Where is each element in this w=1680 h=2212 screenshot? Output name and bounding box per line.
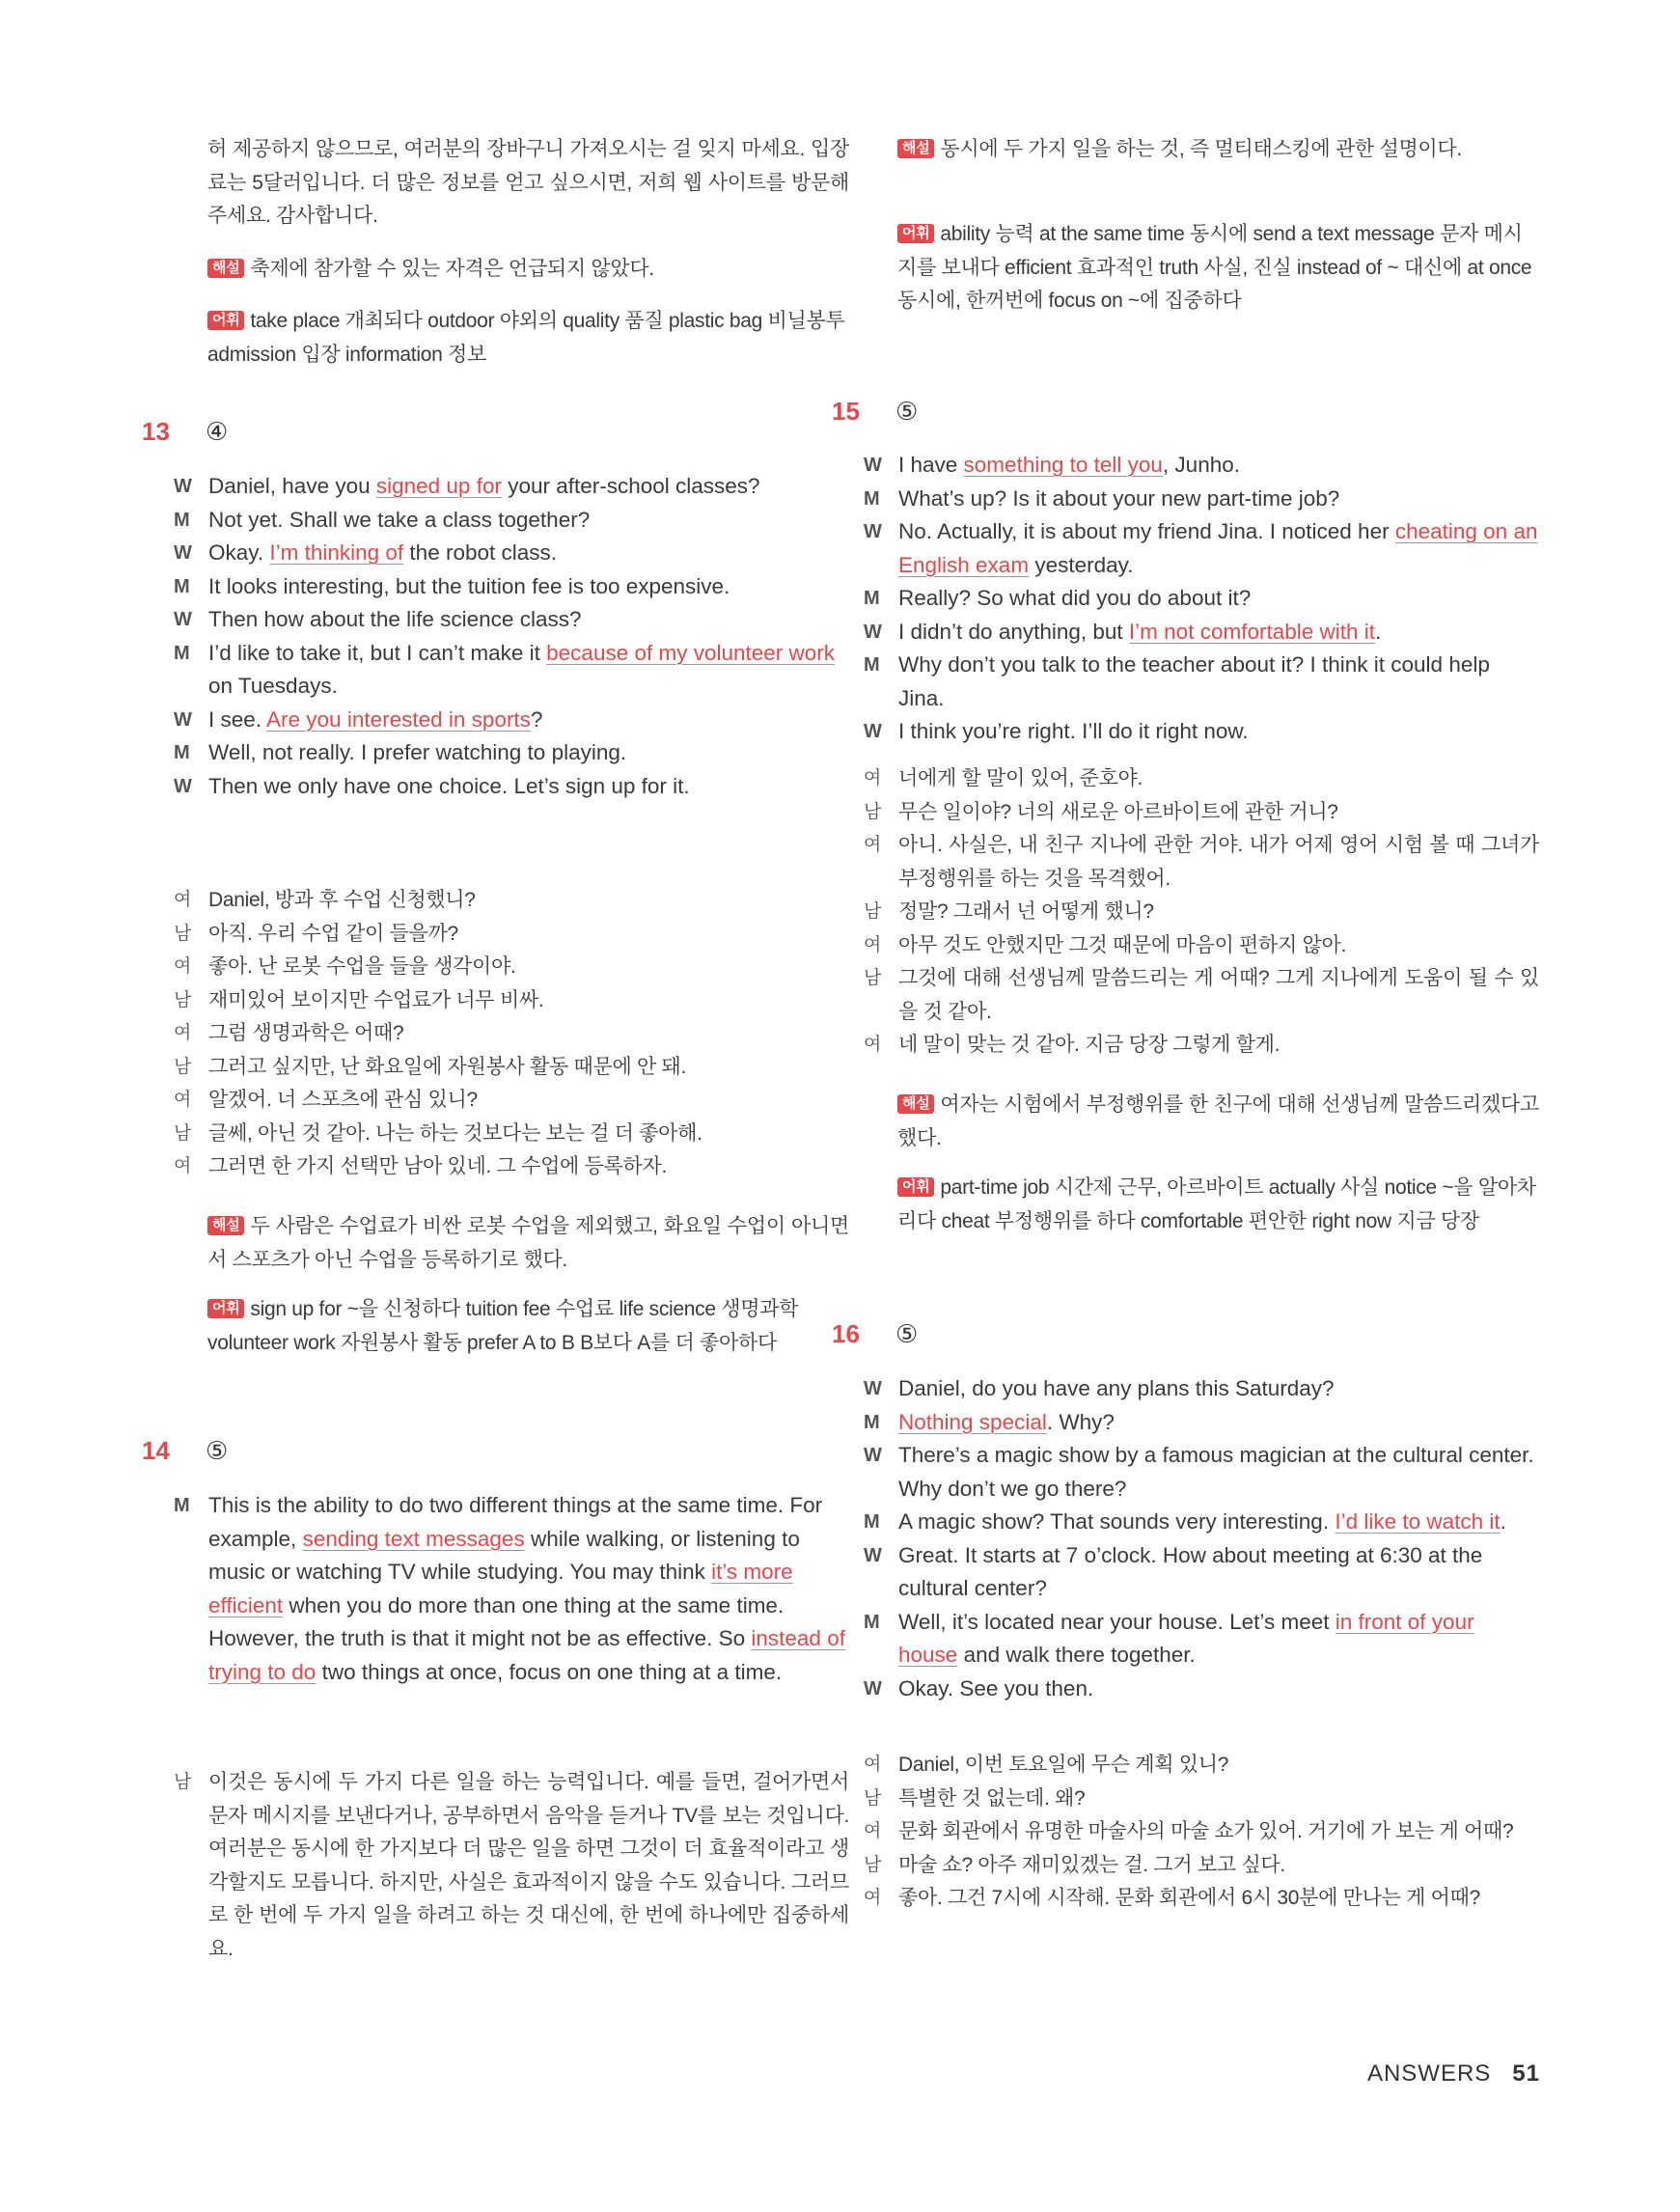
dialogue-line [864,1606,1539,1673]
speaker-label: 남 [174,1056,192,1077]
explain-tag: 해설 [897,1094,934,1114]
dialogue-line [174,470,849,504]
dialogue-line [174,770,849,804]
question-number: 16 [832,1319,860,1348]
dialogue-text [898,1372,1539,1406]
blank-answer: something to tell you [963,453,1163,477]
translation-line [174,1766,849,1966]
text-segment: ? [530,706,543,732]
dialogue-line [864,582,1539,616]
vocab-text: part-time job 시간제 근무, 아르바이트 actually 사실 notice ~을 알아차리다 cheat 부정행위를 하다 comfortable 편안한 right now 지금 당장 [897,1176,1536,1232]
text-segment: I see. [208,706,267,732]
dialogue-line [864,616,1539,650]
page-number: 51 [1512,2060,1540,2087]
speaker-label: 여 [864,835,882,855]
speaker-label: 여 [864,768,882,788]
vocab-tag: 어휘 [897,224,934,243]
text-segment: This is the ability to do two different things at the same time. For example, [208,1493,823,1551]
explain-text: 두 사람은 수업료가 비싼 로봇 수업을 제외했고, 화요일 수업이 아니면서 스포츠가 아닌 수업을 등록하기로 했다. [207,1215,849,1271]
blank-answer: Are you interested in sports [266,706,531,732]
text-segment: . Why? [1046,1409,1115,1434]
dialogue-text [208,1489,849,1689]
text-segment: I’d like to take it, but I can’t make it [208,640,547,665]
dialogue-line [174,504,849,538]
speaker-label: W [864,1445,882,1466]
translation-line [174,1084,849,1118]
speaker-label: 여 [864,1035,882,1055]
speaker-label: W [864,721,882,742]
translation-line [864,896,1539,929]
page-footer [1367,2060,1540,2088]
speaker-label: 여 [864,934,882,955]
translation-text: 알겠어. 너 스포츠에 관심 있니? [208,1089,478,1111]
speaker-label: W [174,708,192,731]
question-14-header [142,1436,335,1475]
dialogue-line [174,736,849,770]
translation-line [174,1150,849,1184]
text-segment: Daniel, have you [208,474,376,498]
blank-answer: it’s more efficient [208,1560,793,1618]
text-segment: Really? So what did you do about it? [898,586,1252,610]
vocab-tag: 어휘 [207,311,244,330]
q16-dialogue [864,1372,1539,1705]
dialogue-text [208,470,849,504]
text-segment: What’s up? Is it about your new part-time job? [898,485,1340,511]
speaker-label: 남 [174,989,192,1010]
text-segment: I think you’re right. I’ll do it right now. [898,719,1249,743]
translation-line [864,1029,1539,1063]
q16-korean [864,1749,1539,1916]
explain-tag: 해설 [207,1216,244,1235]
speaker-label: W [864,1378,882,1399]
speaker-label: W [864,621,882,643]
translation-text: 네 말이 맞는 것 같아. 지금 당장 그렇게 할게. [898,1034,1281,1056]
text-segment: Okay. [208,540,270,565]
speaker-label: 여 [174,890,192,910]
q14-dialogue [174,1489,849,1689]
translation-line [174,884,849,918]
dialogue-text [898,1439,1539,1506]
speaker-label: W [174,476,192,497]
blank-answer: Nothing special [898,1409,1047,1434]
translation-text: 그럼 생명과학은 어때? [208,1022,404,1044]
q13-explain [207,1210,849,1277]
intro-korean: 허 제공하지 않으므로, 여러분의 장바구니 가져오시는 걸 잊지 마세요. 입장료는 5달러입니다. 더 많은 정보를 얻고 싶으시면, 저희 웹 사이트를 방문해 주세요. 감사합니다. [207,138,849,227]
translation-line [864,929,1539,963]
text-segment: on Tuesdays. [208,674,338,698]
dialogue-line [174,570,849,604]
dialogue-text [208,637,849,704]
blank-answer: sending text messages [302,1526,525,1551]
translation-line [174,984,849,1018]
dialogue-text [208,770,849,804]
dialogue-line [174,637,849,704]
translation-line [864,796,1539,830]
text-segment: Great. It starts at 7 o’clock. How about meeting at 6:30 at the cultural center? [898,1542,1483,1600]
explain-text: 축제에 참가할 수 있는 자격은 언급되지 않았다. [250,258,654,280]
translation-text: Daniel, 이번 토요일에 무슨 계획 있니? [898,1754,1229,1776]
dialogue-text [208,603,849,637]
speaker-label: M [174,742,190,763]
q15-explain [897,1089,1539,1155]
blank-answer: cheating on an English exam [898,519,1538,577]
q15-vocab [897,1172,1539,1238]
dialogue-line [864,649,1539,715]
translation-line [864,1882,1539,1916]
translation-line [864,962,1539,1029]
text-segment: . [1375,619,1382,644]
blank-answer: instead of trying to do [208,1626,845,1684]
translation-text: 좋아. 그건 7시에 시작해. 문화 회관에서 6시 30분에 만나는 게 어때? [898,1887,1480,1909]
dialogue-line [864,715,1539,749]
translation-line [174,1118,849,1151]
speaker-label: 여 [864,1755,882,1775]
dialogue-text [898,483,1539,516]
text-segment: , Junho. [1162,453,1240,477]
dialogue-text [898,1406,1539,1440]
dialogue-text [898,616,1539,650]
dialogue-line [864,483,1539,516]
text-segment: Well, not really. I prefer watching to playing. [208,740,627,764]
text-segment: while walking, or listening to music or watching TV while studying. You may think [208,1526,800,1584]
speaker-label: 남 [864,1787,882,1809]
translation-text: 아직. 우리 수업 같이 들을까? [208,922,458,945]
text-segment: yesterday. [1029,552,1134,577]
q15-korean [864,762,1539,1063]
speaker-label: W [864,455,882,476]
question-number: 15 [832,397,860,426]
speaker-label: M [864,1611,880,1633]
q13-dialogue [174,470,849,803]
speaker-label: M [864,1511,880,1533]
explain-12 [207,253,849,287]
vocab-text: ability 능력 at the same time 동시에 send a text message 문자 메시지를 보내다 efficient 효과적인 truth 사실, 진실 instead of ~ 대신에 at once 동시에, 한꺼번에 focus on ~에 집중하다 [897,223,1532,312]
dialogue-text [208,704,849,737]
text-segment: Then how about the life science class? [208,607,582,631]
translation-text: 그것에 대해 선생님께 말씀드리는 게 어때? 그게 지나에게 도움이 될 수 있을 것 같아. [898,967,1539,1023]
speaker-label: M [174,509,190,531]
translation-text: 이것은 동시에 두 가지 다른 일을 하는 능력입니다. 예를 들면, 걸어가면서 문자 메시지를 보낸다거나, 공부하면서 음악을 듣거나 TV를 보는 것입니다. 여러분은 동시에 한 가지보다 더 많은 일을 하면 그것이 더 효율적이라고 생각할지도 모릅니다. 하지만, 사실은 효과적이지 않을 수도 있습니다. 그러므로 한 번에 두 가지 일을 하려고 하는 것 대신에, 한 번에 하나에만 집중하세요. [208,1771,849,1960]
dialogue-text [208,570,849,604]
blank-answer: I’m not comfortable with it [1128,619,1376,644]
speaker-label: W [864,1544,882,1566]
vocab-text: take place 개최되다 outdoor 야외의 quality 품질 plastic bag 비닐봉투 admission 입장 information 정보 [207,310,845,366]
speaker-label: 여 [864,1821,882,1841]
speaker-label: 여 [864,1888,882,1908]
translation-text: 너에게 할 말이 있어, 준호야. [898,767,1143,789]
vocab-tag: 어휘 [207,1299,244,1318]
speaker-label: W [864,521,882,542]
dialogue-text [898,1606,1539,1673]
vocab-14 [897,218,1539,318]
dialogue-text [898,582,1539,616]
translation-line [174,918,849,952]
translation-text: 문화 회관에서 유명한 마술사의 마술 쇼가 있어. 거기에 가 보는 게 어때? [898,1820,1514,1842]
text-segment: Okay. See you then. [898,1675,1094,1700]
dialogue-line [864,1673,1539,1706]
question-number: 13 [142,417,170,446]
translation-line [864,1783,1539,1816]
speaker-label: M [174,575,190,597]
explain-text: 여자는 시험에서 부정행위를 한 친구에 대해 선생님께 말씀드리겠다고 했다. [897,1093,1539,1149]
text-segment: A magic show? That sounds very interesting. [898,1509,1336,1534]
question-number: 14 [142,1436,170,1465]
translation-text: 마술 쇼? 아주 재미있겠는 걸. 그거 보고 싶다. [898,1853,1285,1876]
dialogue-text [898,1673,1539,1706]
dialogue-line [864,1372,1539,1406]
speaker-label: 남 [174,1122,192,1144]
explain-14 [897,133,1539,167]
translation-text: 글쎄, 아닌 것 같아. 나는 하는 것보다는 보는 걸 더 좋아해. [208,1121,702,1145]
translation-line [174,951,849,984]
text-segment: when you do more than one thing at the same time. However, the truth is that it might not be as effective. So [208,1592,785,1650]
explain-text: 동시에 두 가지 일을 하는 것, 즉 멀티태스킹에 관한 설명이다. [940,138,1462,160]
blank-answer: I’m thinking of [269,540,404,565]
blank-answer: in front of your house [898,1609,1474,1667]
question-answer: ④ [206,417,229,446]
q14-korean [174,1766,849,1966]
speaker-label: 여 [174,1023,192,1043]
dialogue-line [174,704,849,737]
text-segment: Not yet. Shall we take a class together? [208,507,591,532]
dialogue-text [208,736,849,770]
speaker-label: W [174,775,192,797]
translation-line [864,1749,1539,1783]
q15-dialogue [864,449,1539,749]
translation-text: 좋아. 난 로봇 수업을 들을 생각이야. [208,955,516,978]
text-segment: . [1500,1509,1506,1534]
text-segment: It looks interesting, but the tuition fee is too expensive. [208,573,730,598]
blank-answer: because of my volunteer work [546,640,836,665]
text-segment: I didn’t do anything, but [898,619,1129,644]
speaker-label: M [864,654,880,676]
dialogue-line [864,515,1539,582]
dialogue-text [208,504,849,538]
text-segment: Daniel, do you have any plans this Saturday? [898,1376,1335,1400]
speaker-label: M [864,588,880,609]
translation-line [864,829,1539,896]
dialogue-text [898,449,1539,483]
translation-text: 무슨 일이야? 너의 새로운 아르바이트에 관한 거니? [898,800,1338,823]
speaker-label: M [174,642,190,664]
translation-line [174,1051,849,1085]
speaker-label: M [864,1411,880,1433]
explain-tag: 해설 [897,139,934,158]
dialogue-line [174,1489,849,1689]
translation-text: 아니. 사실은, 내 친구 지나에 관한 거야. 내가 어제 영어 시험 볼 때 그녀가 부정행위를 하는 것을 목격했어. [898,834,1539,890]
speaker-label: 남 [864,901,882,922]
blank-answer: signed up for [375,474,502,498]
translation-text: 아무 것도 안했지만 그것 때문에 마음이 편하지 않아. [898,933,1346,956]
text-segment: and walk there together. [957,1643,1196,1667]
speaker-label: 남 [174,923,192,944]
question-answer: ⑤ [895,1319,919,1348]
dialogue-text [898,715,1539,749]
explain-tag: 해설 [207,259,244,278]
text-segment: No. Actually, it is about my friend Jina. I noticed her [898,519,1395,543]
dialogue-line [864,1406,1539,1440]
dialogue-line [864,1506,1539,1539]
dialogue-text [898,1539,1539,1606]
dialogue-line [864,1539,1539,1606]
speaker-label: W [864,1677,882,1700]
question-answer: ⑤ [895,397,919,426]
footer-label: ANSWERS [1366,2060,1492,2087]
speaker-label: 여 [174,1090,192,1110]
translation-text: 재미있어 보이지만 수업료가 너무 비싸. [208,988,544,1011]
translation-text: 정말? 그래서 넌 어떻게 했니? [898,900,1154,923]
text-segment: I have [898,453,964,477]
translation-text: Daniel, 방과 후 수업 신청했니? [208,889,476,911]
question-answer: ⑤ [206,1436,229,1465]
translation-line [864,1849,1539,1883]
speaker-label: 남 [864,801,882,822]
dialogue-text [898,1506,1539,1539]
dialogue-text [898,515,1539,582]
text-segment: Well, it’s located near your house. Let’s meet [898,1609,1336,1634]
blank-answer: I’d like to watch it [1335,1509,1501,1534]
text-segment: Then we only have one choice. Let’s sign up for it. [208,773,690,798]
question-16-header [832,1319,1025,1358]
speaker-label: 남 [174,1772,192,1792]
question-13-header [142,417,335,456]
translation-text: 그러고 싶지만, 난 화요일에 자원봉사 활동 때문에 안 돼. [208,1055,687,1078]
text-segment: two things at once, focus on one thing at a time. [316,1659,783,1684]
speaker-label: M [174,1495,190,1516]
text-segment: your after-school classes? [501,474,760,498]
speaker-label: 여 [174,956,192,977]
translation-line [864,1815,1539,1849]
speaker-label: 여 [174,1156,192,1176]
translation-text: 그러면 한 가지 선택만 남아 있네. 그 수업에 등록하자. [208,1155,668,1177]
vocab-tag: 어휘 [897,1177,934,1197]
text-segment: the robot class. [403,540,558,565]
q13-vocab [207,1293,849,1360]
dialogue-line [174,537,849,570]
text-segment: Why don’t you talk to the teacher about it? I think it could help Jina. [898,652,1490,710]
speaker-label: 남 [864,968,882,988]
translation-line [864,762,1539,796]
q13-korean [174,884,849,1184]
dialogue-text [898,649,1539,715]
dialogue-line [864,449,1539,483]
speaker-label: W [174,542,192,564]
question-15-header [832,397,1025,435]
dialogue-line [864,1439,1539,1506]
speaker-label: W [174,609,192,630]
speaker-label: M [864,487,880,510]
vocab-12 [207,305,849,372]
translation-line [174,1017,849,1051]
dialogue-text [208,537,849,570]
text-segment: There’s a magic show by a famous magician at the cultural center. Why don’t we go there? [898,1443,1534,1501]
speaker-label: 남 [864,1854,882,1875]
translation-text: 특별한 것 없는데. 왜? [898,1786,1086,1810]
vocab-text: sign up for ~을 신청하다 tuition fee 수업료 life science 생명과학 volunteer work 자원봉사 활동 prefer A to B B보다 A를 더 좋아하다 [207,1298,799,1354]
dialogue-line [174,603,849,637]
